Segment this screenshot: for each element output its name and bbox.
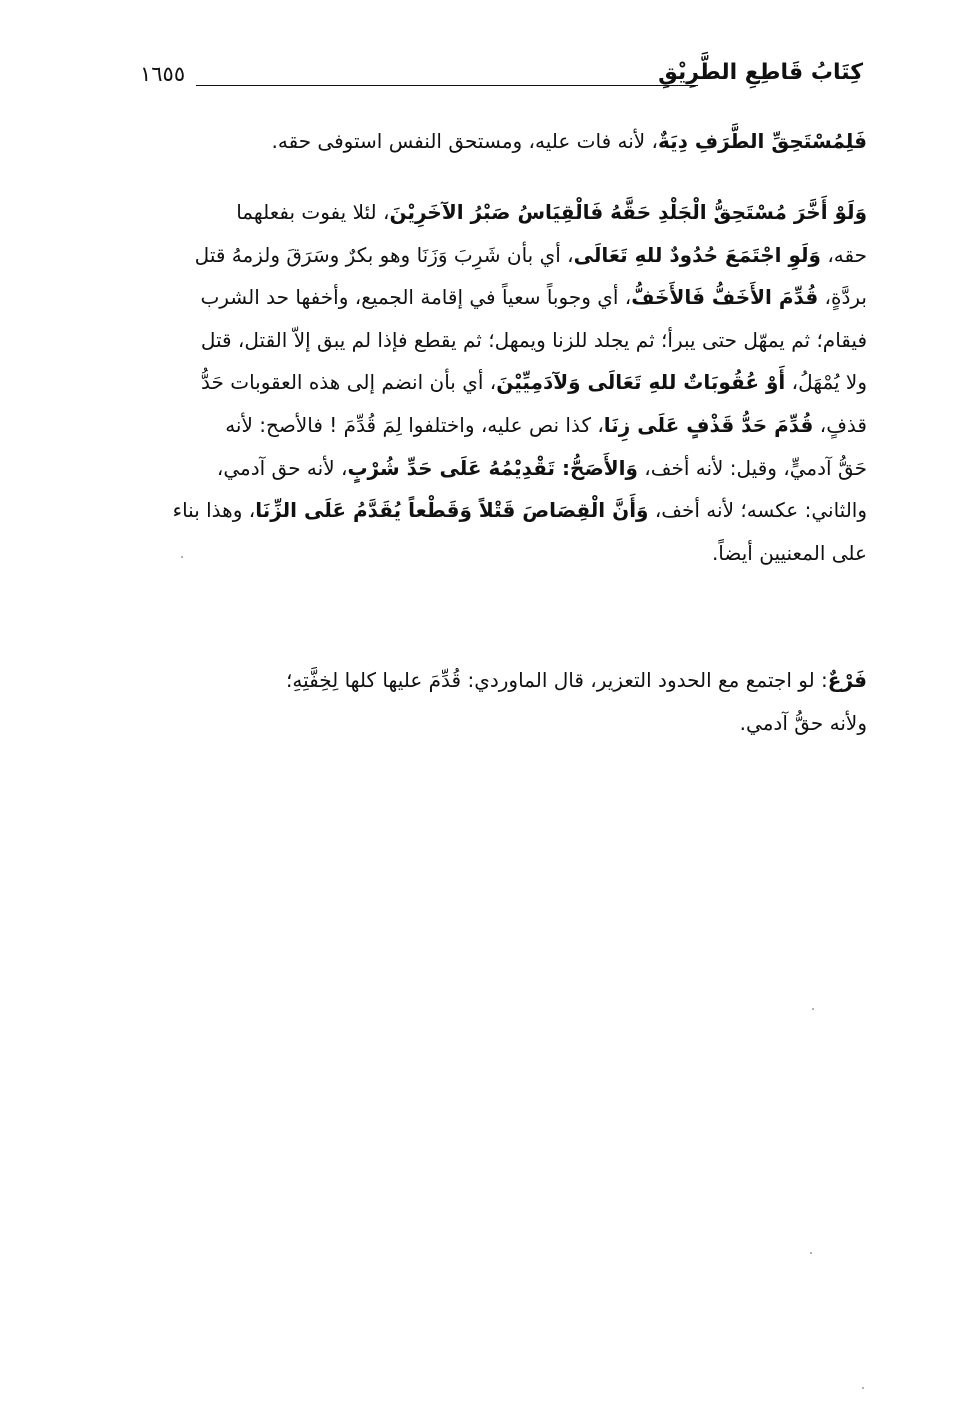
text-line: [140, 319, 867, 362]
commentary-text: فيقام؛ ثم يمهّل حتى يبرأ؛ ثم يجلد للزنا ويمهل؛ ثم يقطع فإذا لم يبق إلاّ القتل، قتل: [200, 327, 867, 352]
commentary-text: ، وهذا بناء: [172, 498, 256, 523]
matn-text: وَلَوْ أَخَّرَ مُسْتَحِقُّ الْجَلْدِ حَقَّهُ فَالْقِيَاسُ صَبْرُ الآخَرِيْنَ: [389, 200, 867, 224]
text-line: [140, 120, 867, 163]
matn-text: قُدِّمَ حَدُّ قَذْفٍ عَلَى زِنَا: [603, 412, 814, 437]
matn-text: فَلِمُسْتَحِقِّ الطَّرَفِ دِيَةٌ: [658, 129, 867, 153]
page-number: ١٦٥٥: [140, 62, 186, 86]
text-line: [140, 404, 867, 447]
scan-speck: [181, 556, 183, 558]
commentary-text: حَقُّ آدميٍّ، وقيل: لأنه أخف،: [637, 455, 867, 480]
header-rule: [196, 85, 698, 86]
scan-speck: [862, 1387, 864, 1389]
matn-text: وَالأَصَحُّ: تَقْدِيْمُهُ عَلَى حَدِّ شُرْبٍ: [347, 455, 638, 480]
paragraph-3-note: [140, 659, 867, 744]
commentary-text: قذفٍ،: [813, 412, 867, 437]
page-header: [140, 58, 863, 98]
commentary-text: ، كذا نص عليه، واختلفوا لِمَ قُدِّمَ ! فالأصح: لأنه: [225, 412, 604, 437]
commentary-text: ، أي بأن انضم إلى هذه العقوبات حَدُّ: [201, 370, 497, 395]
commentary-text: ، أي وجوباً سعياً في إقامة الجميع، وأخفها حد الشرب: [200, 285, 632, 310]
commentary-text: : لو اجتمع مع الحدود التعزير، قال الماوردي: قُدِّمَ عليها كلها لِخِفَّتِهِ؛: [285, 668, 828, 692]
matn-text: وَلَوِ اجْتَمَعَ حُدُودٌ للهِ تَعَالَى: [573, 242, 821, 267]
text-line: [140, 447, 867, 490]
matn-text: وَأَنَّ الْقِصَاصَ قَتْلاً وَقَطْعاً يُقَدَّمُ عَلَى الزِّنَا: [255, 498, 649, 523]
paragraph-2: [140, 191, 867, 574]
commentary-text: ولا يُمْهَلُ،: [785, 370, 867, 395]
commentary-text: والثاني: عكسه؛ لأنه أخف،: [648, 498, 867, 523]
commentary-text: ، أي بأن شَرِبَ وَزَنَا وهو بكرٌ وسَرَقَ ولزمهُ قتل: [194, 242, 574, 267]
matn-text: أَوْ عُقُوبَاتٌ للهِ تَعَالَى وَلآدَمِيِّيْنَ: [496, 370, 786, 395]
matn-text: قُدِّمَ الأَخَفُّ فَالأَخَفُّ: [631, 285, 819, 310]
text-line: [140, 489, 867, 532]
commentary-text: ولأنه حقُّ آدمي.: [739, 710, 867, 735]
scan-speck: [812, 1008, 814, 1010]
text-line: [140, 191, 867, 234]
running-title: كِتَابُ قَاطِعِ الطَّرِيْقِ: [658, 60, 863, 85]
text-line: [140, 702, 867, 745]
text-line: [140, 659, 867, 702]
commentary-text: ، لئلا يفوت بفعلهما: [236, 200, 390, 224]
commentary-text: على المعنيين أيضاً.: [711, 540, 867, 565]
commentary-text: بردَّةٍ،: [818, 285, 867, 310]
commentary-text: ، لأنه حق آدمي،: [216, 455, 348, 480]
text-line: [140, 234, 867, 277]
matn-text: فَرْعٌ: [827, 668, 867, 692]
paragraph-1: [140, 120, 867, 163]
text-line: [140, 532, 867, 575]
scan-speck: [810, 1252, 812, 1254]
commentary-text: ، لأنه فات عليه، ومستحق النفس استوفى حقه.: [271, 129, 659, 153]
commentary-text: حقه،: [820, 242, 867, 267]
text-line: [140, 361, 867, 404]
text-line: [140, 276, 867, 319]
